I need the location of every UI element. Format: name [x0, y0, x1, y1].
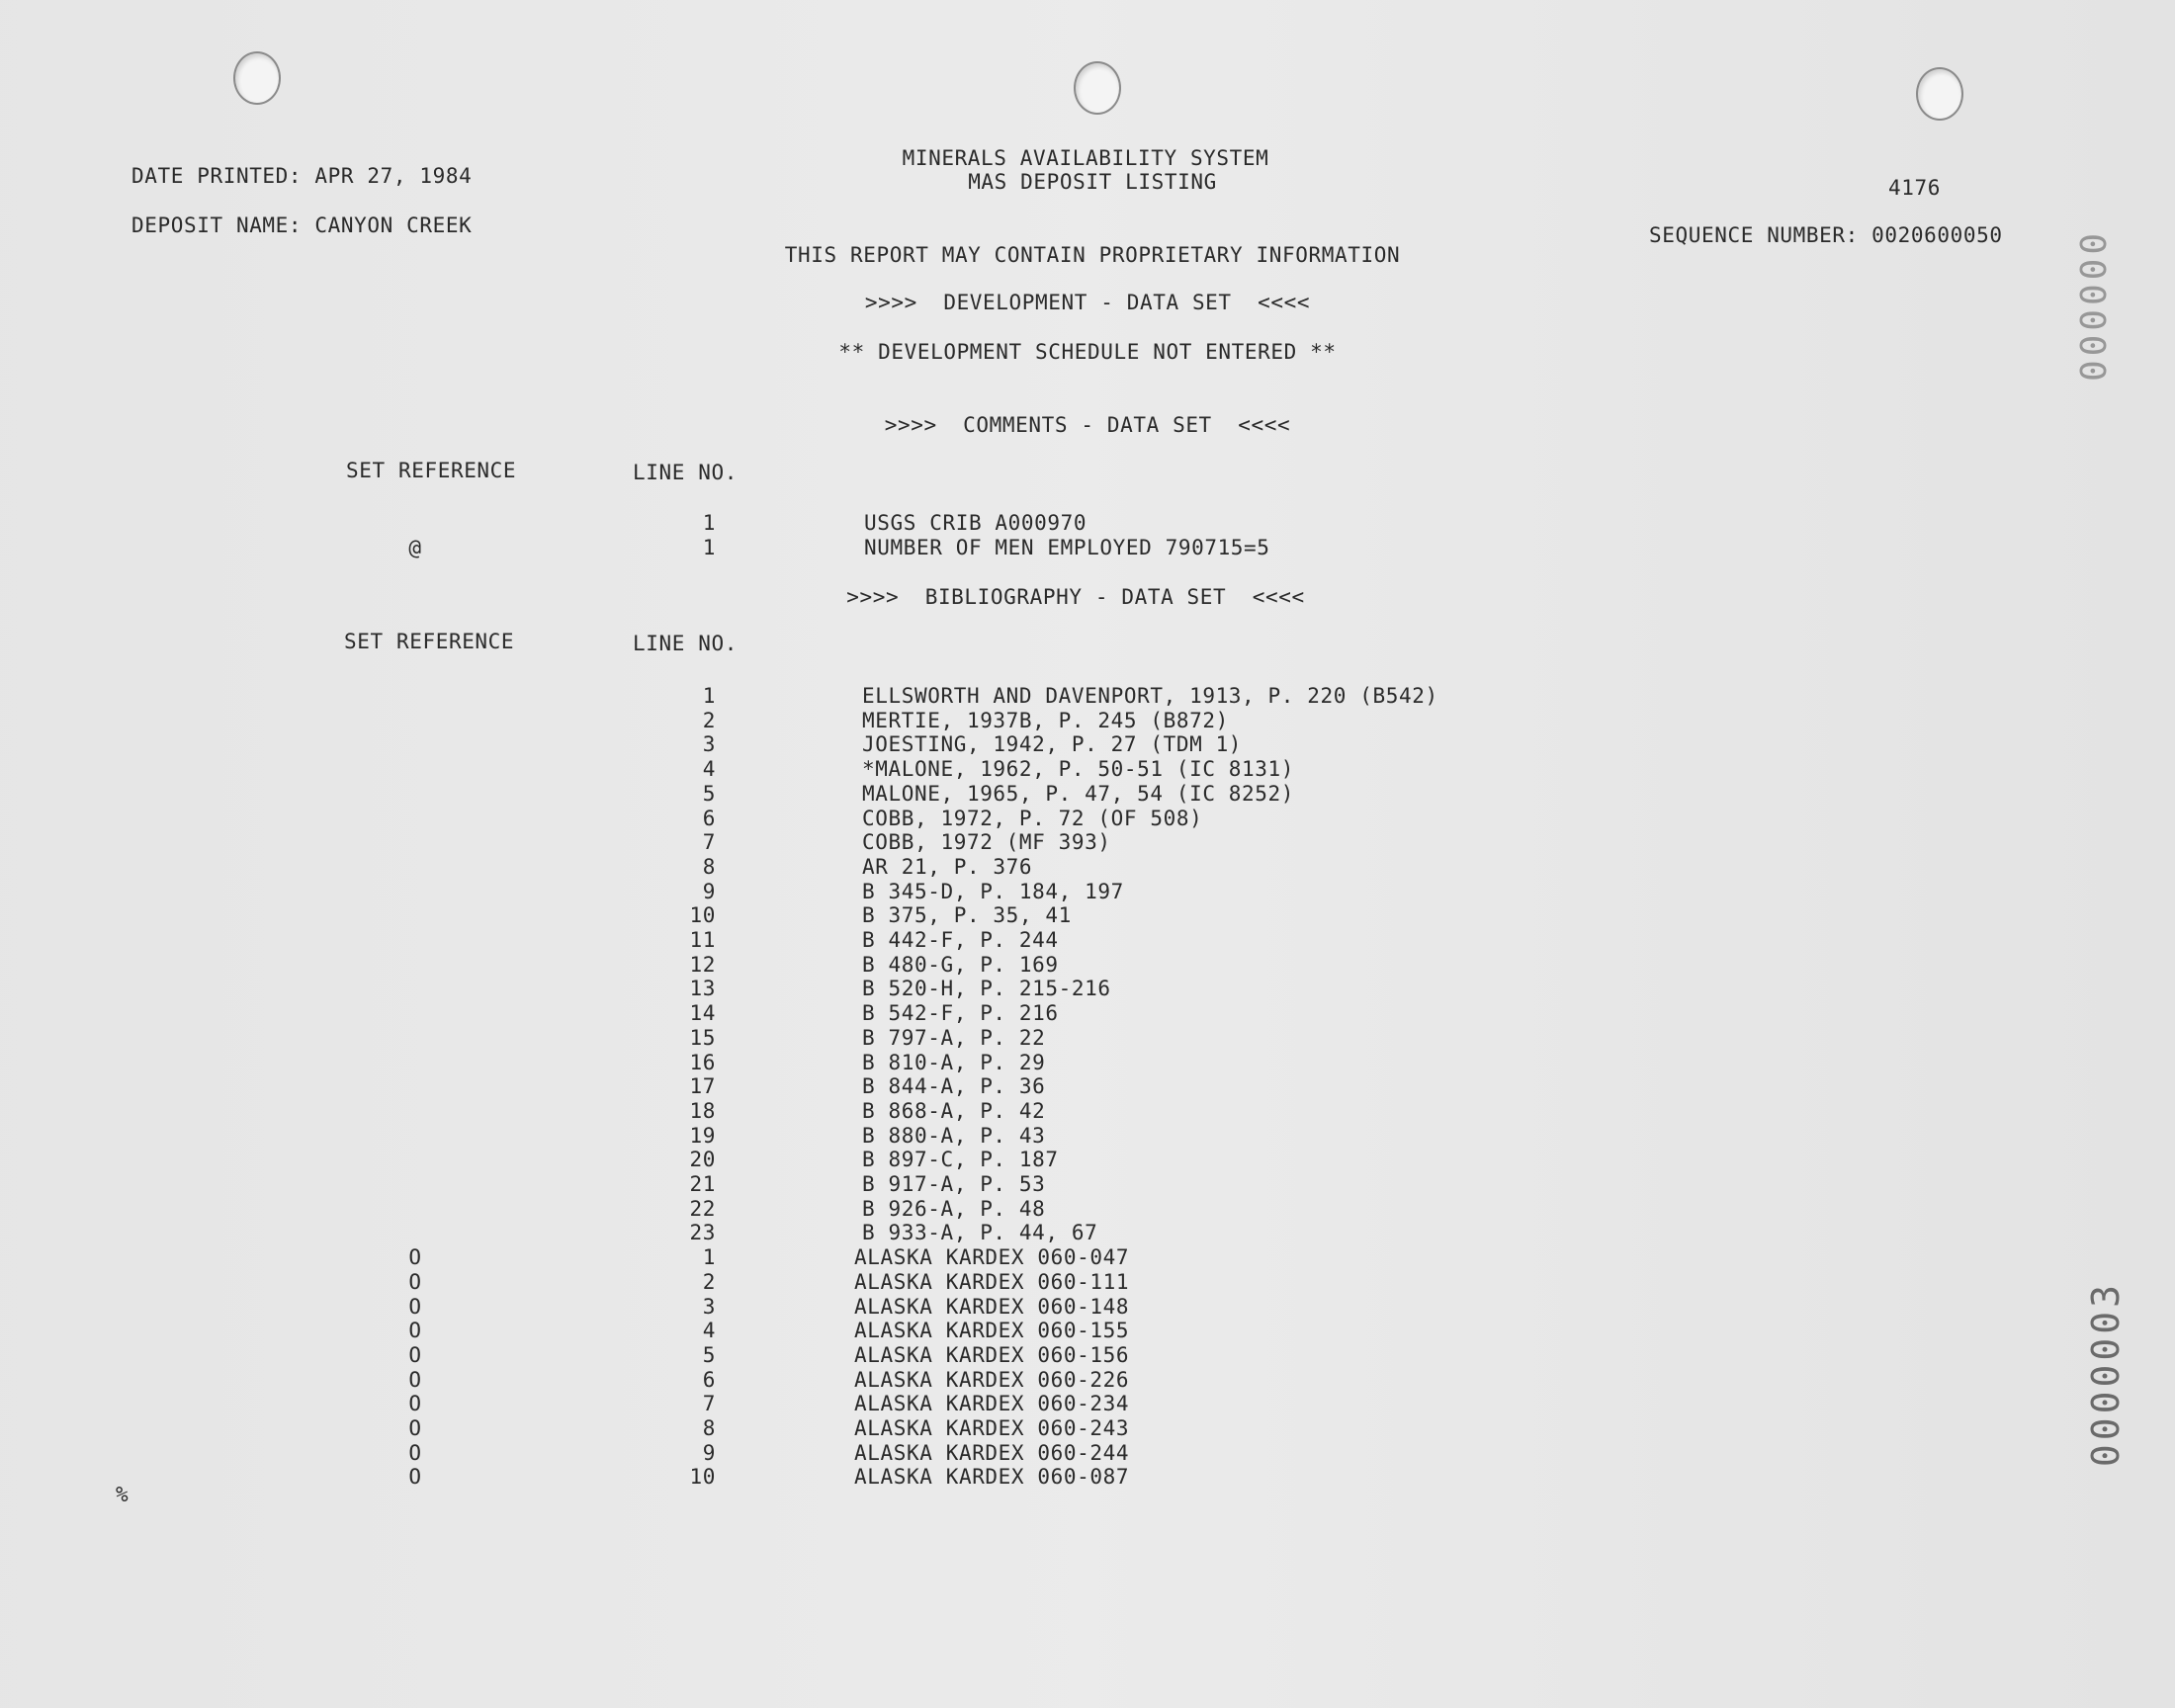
line-number-cell: 7 — [702, 1392, 716, 1416]
table-row — [0, 1319, 2175, 1342]
table-row — [0, 830, 2175, 854]
table-row — [0, 1197, 2175, 1221]
table-row — [0, 1295, 2175, 1319]
table-row — [0, 977, 2175, 1000]
line-number-cell: 14 — [689, 1001, 716, 1026]
table-row — [0, 1124, 2175, 1148]
margin-stamp-upper: 000000 — [2074, 229, 2115, 383]
table-row — [0, 903, 2175, 927]
table-row — [0, 757, 2175, 781]
table-row — [0, 1465, 2175, 1489]
comments-col-line-no: LINE NO. — [633, 461, 738, 484]
entry-text-cell: NUMBER OF MEN EMPLOYED 790715=5 — [864, 535, 1270, 559]
entry-text-cell: USGS CRIB A000970 — [864, 511, 1088, 535]
proprietary-notice: THIS REPORT MAY CONTAIN PROPRIETARY INFORMATION — [784, 243, 1401, 267]
table-row — [0, 1051, 2175, 1074]
line-number-cell: 5 — [702, 1342, 716, 1367]
set-reference-cell: O — [408, 1319, 422, 1343]
entry-text-cell: ALASKA KARDEX 060-156 — [854, 1342, 1130, 1367]
line-number-cell: 22 — [689, 1196, 716, 1221]
date-printed: DATE PRINTED: APR 27, 1984 — [131, 164, 473, 188]
table-row — [0, 880, 2175, 903]
entry-text-cell: B 480-G, P. 169 — [862, 952, 1059, 977]
table-row — [0, 855, 2175, 879]
line-number-cell: 4 — [702, 757, 716, 782]
table-row — [0, 1099, 2175, 1123]
line-number-cell: 6 — [702, 1367, 716, 1392]
line-number-cell: 6 — [702, 806, 716, 830]
table-row — [0, 732, 2175, 756]
line-number-cell: 2 — [702, 708, 716, 732]
comments-col-set-reference: SET REFERENCE — [346, 459, 517, 482]
table-row — [0, 1148, 2175, 1171]
table-row — [0, 1074, 2175, 1098]
table-row — [0, 1343, 2175, 1367]
entry-text-cell: B 810-A, P. 29 — [862, 1050, 1046, 1074]
table-row — [0, 684, 2175, 708]
table-row — [0, 709, 2175, 732]
bibliography-col-line-no: LINE NO. — [633, 632, 738, 655]
entry-text-cell: ALASKA KARDEX 060-148 — [854, 1294, 1130, 1319]
table-row — [0, 953, 2175, 977]
line-number-cell: 11 — [689, 928, 716, 952]
punch-hole-right — [1916, 67, 1963, 121]
line-number-cell: 10 — [689, 1465, 716, 1490]
line-number-cell: 8 — [702, 1416, 716, 1440]
entry-text-cell: MALONE, 1965, P. 47, 54 (IC 8252) — [862, 781, 1295, 806]
punch-hole-left — [233, 51, 281, 105]
table-row — [0, 807, 2175, 830]
line-number-cell: 21 — [689, 1172, 716, 1196]
line-number-cell: 1 — [702, 511, 716, 535]
entry-text-cell: B 880-A, P. 43 — [862, 1123, 1046, 1148]
table-row — [0, 782, 2175, 806]
line-number-cell: 16 — [689, 1050, 716, 1074]
entry-text-cell: ALASKA KARDEX 060-087 — [854, 1465, 1130, 1490]
entry-text-cell: JOESTING, 1942, P. 27 (TDM 1) — [862, 732, 1243, 757]
entry-text-cell: ALASKA KARDEX 060-226 — [854, 1367, 1130, 1392]
line-number-cell: 9 — [702, 879, 716, 903]
set-reference-cell: O — [408, 1416, 422, 1440]
set-reference-cell: O — [408, 1465, 422, 1490]
entry-text-cell: B 797-A, P. 22 — [862, 1025, 1046, 1050]
entry-text-cell: ALASKA KARDEX 060-155 — [854, 1319, 1130, 1343]
line-number-cell: 3 — [702, 732, 716, 757]
line-number-cell: 8 — [702, 854, 716, 879]
development-note: ** DEVELOPMENT SCHEDULE NOT ENTERED ** — [838, 340, 1337, 364]
footer-mark: % — [116, 1483, 130, 1506]
set-reference-cell: O — [408, 1392, 422, 1416]
line-number-cell: 9 — [702, 1440, 716, 1465]
entry-text-cell: B 926-A, P. 48 — [862, 1196, 1046, 1221]
table-row — [0, 1416, 2175, 1440]
line-number-cell: 10 — [689, 903, 716, 928]
entry-text-cell: B 897-C, P. 187 — [862, 1148, 1059, 1172]
table-row — [0, 536, 2175, 559]
table-row — [0, 1441, 2175, 1465]
table-row — [0, 1026, 2175, 1050]
bibliography-col-set-reference: SET REFERENCE — [344, 630, 515, 653]
set-reference-cell: O — [408, 1342, 422, 1367]
entry-text-cell: B 933-A, P. 44, 67 — [862, 1221, 1098, 1245]
set-reference-cell: O — [408, 1440, 422, 1465]
margin-stamp-lower: 0000003 — [2084, 1281, 2128, 1468]
line-number-cell: 20 — [689, 1148, 716, 1172]
sequence-number: SEQUENCE NUMBER: 0020600050 — [1649, 223, 2003, 247]
entry-text-cell: ALASKA KARDEX 060-243 — [854, 1416, 1130, 1440]
line-number-cell: 5 — [702, 781, 716, 806]
table-row — [0, 1392, 2175, 1415]
table-row — [0, 1245, 2175, 1269]
entry-text-cell: ALASKA KARDEX 060-244 — [854, 1440, 1130, 1465]
set-reference-cell: @ — [408, 535, 422, 559]
entry-text-cell: COBB, 1972 (MF 393) — [862, 830, 1111, 855]
set-reference-cell: O — [408, 1367, 422, 1392]
line-number-cell: 12 — [689, 952, 716, 977]
line-number-cell: 19 — [689, 1123, 716, 1148]
entry-text-cell: B 868-A, P. 42 — [862, 1098, 1046, 1123]
entry-text-cell: B 375, P. 35, 41 — [862, 903, 1072, 928]
line-number-cell: 4 — [702, 1319, 716, 1343]
deposit-name: DEPOSIT NAME: CANYON CREEK — [131, 214, 473, 237]
entry-text-cell: COBB, 1972, P. 72 (OF 508) — [862, 806, 1203, 830]
entry-text-cell: ELLSWORTH AND DAVENPORT, 1913, P. 220 (B542) — [862, 684, 1438, 708]
line-number-cell: 17 — [689, 1074, 716, 1099]
set-reference-cell: O — [408, 1269, 422, 1294]
line-number-cell: 1 — [702, 1245, 716, 1270]
page-number: 4176 — [1888, 176, 1941, 200]
line-number-cell: 7 — [702, 830, 716, 855]
line-number-cell: 18 — [689, 1098, 716, 1123]
system-title: MINERALS AVAILABILITY SYSTEM — [902, 146, 1269, 170]
bibliography-heading: >>>> BIBLIOGRAPHY - DATA SET <<<< — [846, 585, 1305, 609]
entry-text-cell: *MALONE, 1962, P. 50-51 (IC 8131) — [862, 757, 1295, 782]
set-reference-cell: O — [408, 1245, 422, 1270]
comments-heading: >>>> COMMENTS - DATA SET <<<< — [884, 413, 1291, 437]
entry-text-cell: B 345-D, P. 184, 197 — [862, 879, 1124, 903]
set-reference-cell: O — [408, 1294, 422, 1319]
listing-title: MAS DEPOSIT LISTING — [968, 170, 1217, 194]
line-number-cell: 3 — [702, 1294, 716, 1319]
entry-text-cell: B 542-F, P. 216 — [862, 1001, 1059, 1026]
table-row — [0, 1368, 2175, 1392]
table-row — [0, 1001, 2175, 1025]
entry-text-cell: AR 21, P. 376 — [862, 854, 1033, 879]
table-row — [0, 1172, 2175, 1196]
entry-text-cell: ALASKA KARDEX 060-047 — [854, 1245, 1130, 1270]
entry-text-cell: B 520-H, P. 215-216 — [862, 977, 1111, 1001]
development-heading: >>>> DEVELOPMENT - DATA SET <<<< — [864, 291, 1311, 314]
line-number-cell: 15 — [689, 1025, 716, 1050]
entry-text-cell: B 844-A, P. 36 — [862, 1074, 1046, 1099]
table-row — [0, 1221, 2175, 1244]
table-row — [0, 1270, 2175, 1294]
table-row — [0, 928, 2175, 952]
punch-hole-center — [1074, 61, 1121, 115]
line-number-cell: 13 — [689, 977, 716, 1001]
line-number-cell: 23 — [689, 1221, 716, 1245]
table-row — [0, 511, 2175, 535]
entry-text-cell: ALASKA KARDEX 060-234 — [854, 1392, 1130, 1416]
line-number-cell: 1 — [702, 535, 716, 559]
entry-text-cell: B 917-A, P. 53 — [862, 1172, 1046, 1196]
entry-text-cell: ALASKA KARDEX 060-111 — [854, 1269, 1130, 1294]
line-number-cell: 2 — [702, 1269, 716, 1294]
entry-text-cell: B 442-F, P. 244 — [862, 928, 1059, 952]
line-number-cell: 1 — [702, 684, 716, 708]
entry-text-cell: MERTIE, 1937B, P. 245 (B872) — [862, 708, 1229, 732]
